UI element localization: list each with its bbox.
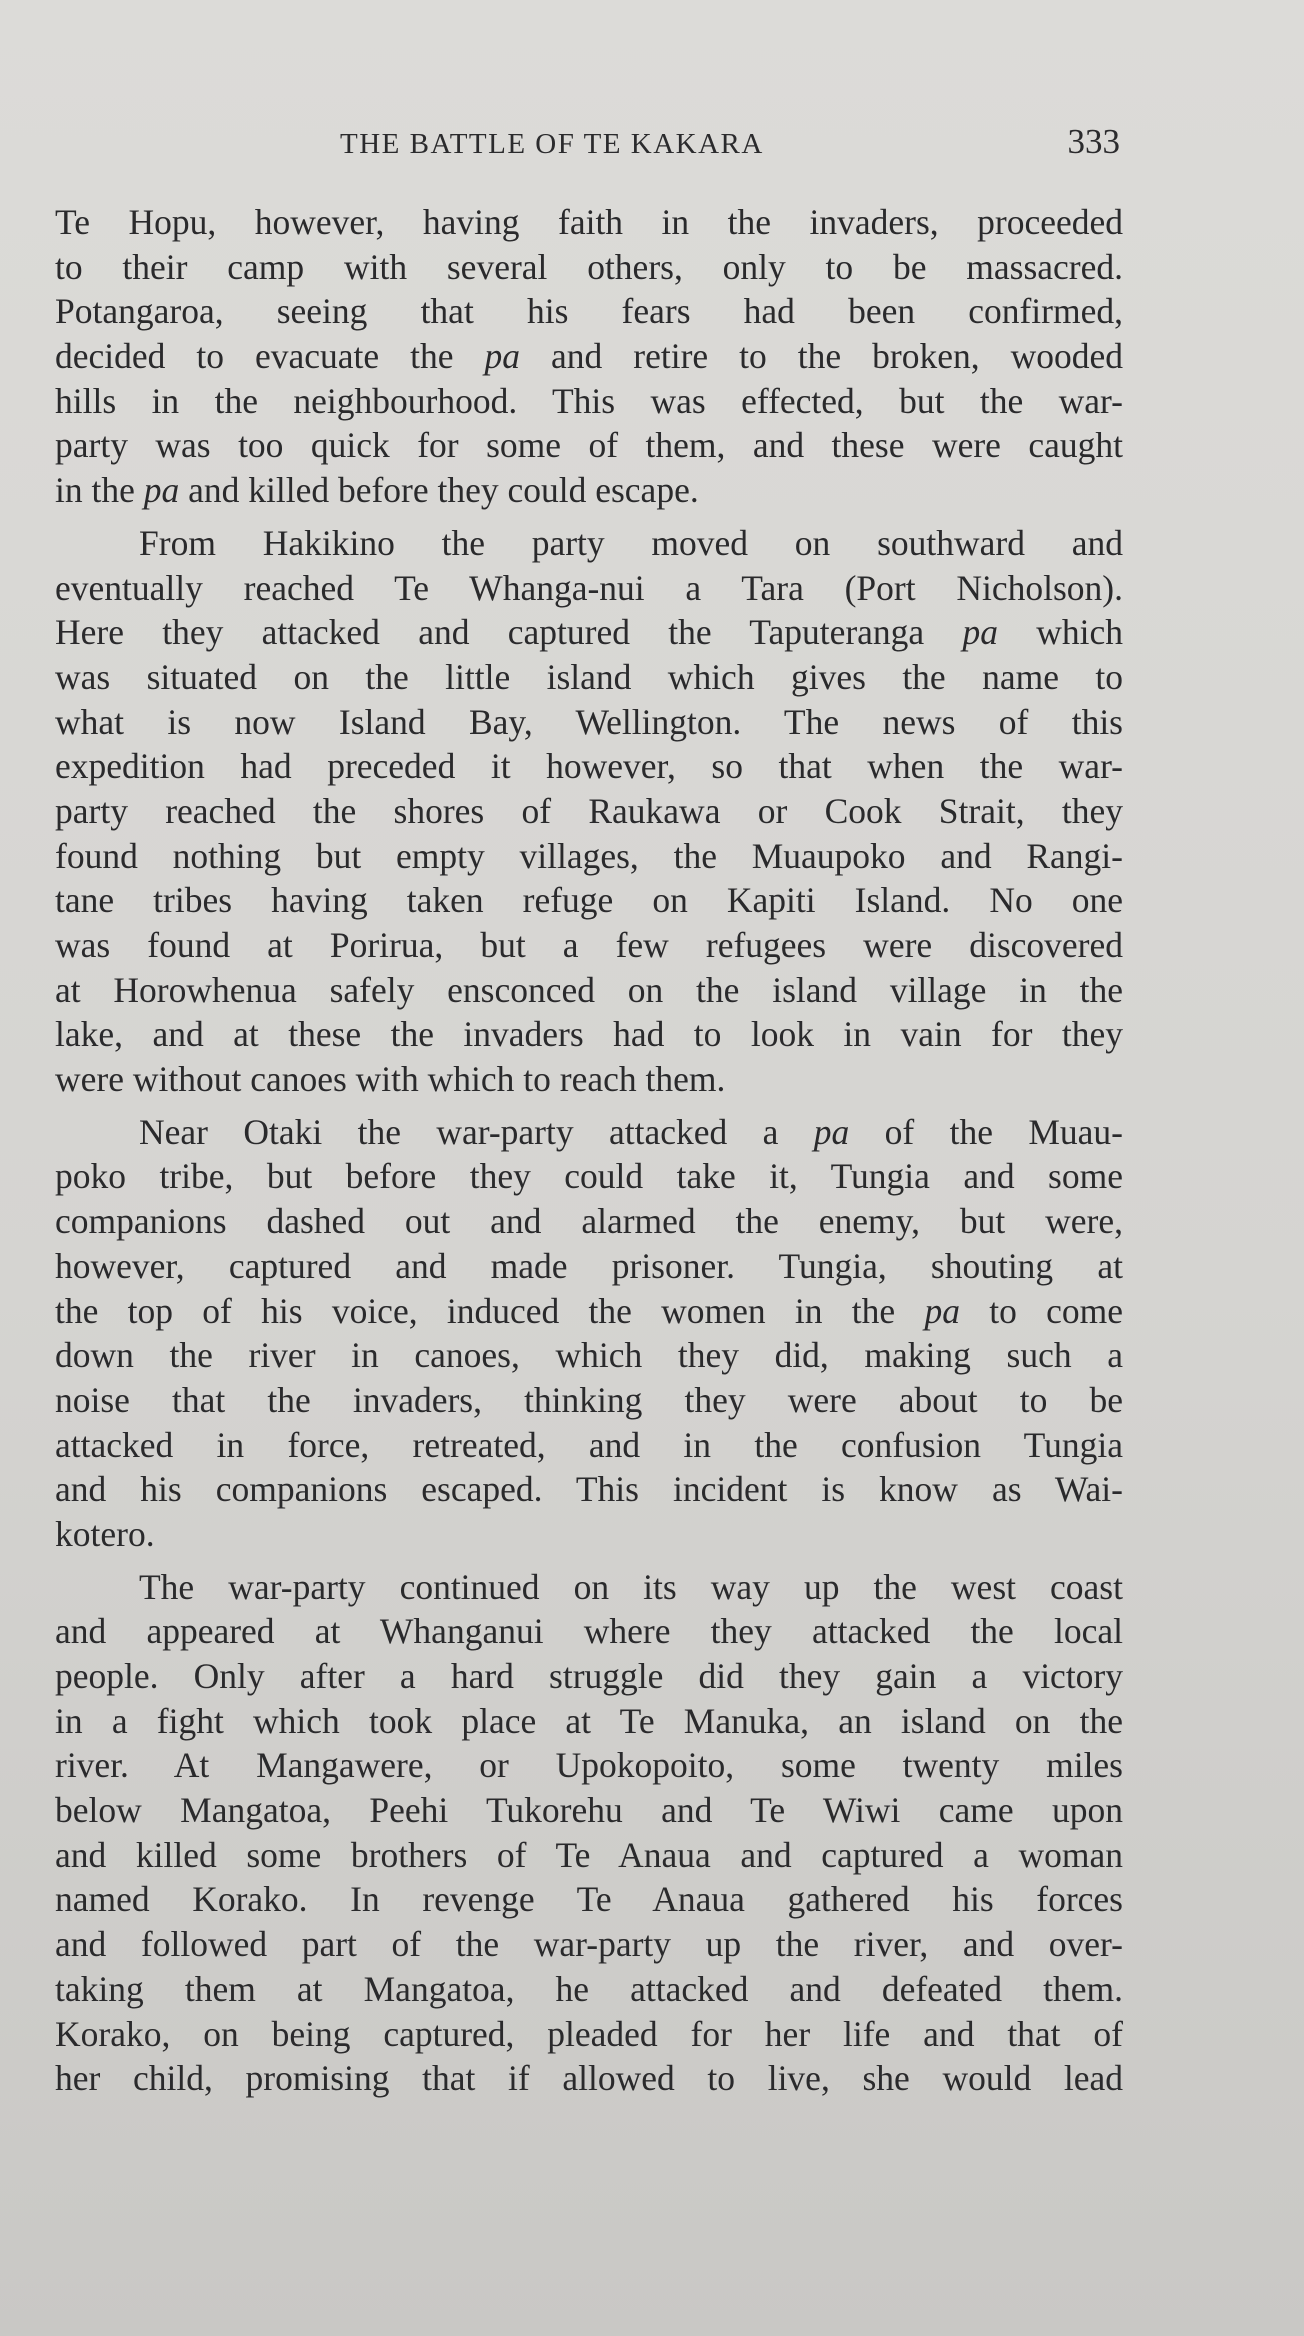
text-line: found nothing but empty villages, the Muaupoko and Rangi- <box>55 835 1123 876</box>
text-line: taking them at Mangatoa, he attacked and defeated them. <box>55 1968 1123 2009</box>
text-line: tane tribes having taken refuge on Kapiti Island. No one <box>55 880 1123 921</box>
italic-word: pa <box>924 1290 960 1331</box>
italic-word: pa <box>813 1111 850 1152</box>
text-line: what is now Island Bay, Wellington. The news of this <box>55 701 1123 742</box>
text-line: at Horowhenua safely ensconced on the island village in the <box>55 969 1123 1010</box>
text-line: party reached the shores of Raukawa or Cook Strait, they <box>55 790 1123 831</box>
text-line: eventually reached Te Whanga-nui a Tara (Port Nicholson). <box>55 567 1123 608</box>
paragraph-3 <box>55 1110 1123 1557</box>
text-line: river. At Mangawere, or Upokopoito, some twenty miles <box>55 1745 1123 1786</box>
text-line: party was too quick for some of them, and these were caught <box>55 425 1123 466</box>
text-line: people. Only after a hard struggle did they gain a victory <box>55 1656 1123 1696</box>
text-line: was found at Porirua, but a few refugees were discovered <box>55 925 1123 965</box>
paragraph-gap <box>55 1557 1123 1565</box>
text-line: down the river in canoes, which they did, making such a <box>55 1335 1123 1376</box>
text-line: companions dashed out and alarmed the enemy, but were, <box>55 1201 1123 1242</box>
paragraph-1 <box>55 200 1123 513</box>
paragraph-gap <box>55 1102 1123 1110</box>
text-line: Potangaroa, seeing that his fears had been confirmed, <box>55 291 1123 332</box>
text-line: named Korako. In revenge Te Anaua gathered his forces <box>55 1879 1123 1920</box>
text-line: The war-party continued on its way up the west coast <box>139 1566 1123 1607</box>
text-line: however, captured and made prisoner. Tungia, shouting at <box>55 1245 1123 1286</box>
italic-word: pa <box>143 470 180 511</box>
text-line: and appeared at Whanganui where they attacked the local <box>55 1611 1123 1652</box>
running-title: THE BATTLE OF TE KAKARA <box>340 128 764 160</box>
text-line: kotero. <box>55 1513 155 1554</box>
text-line: From Hakikino the party moved on southward and <box>139 522 1123 563</box>
text-line: to their camp with several others, only to be massacred. <box>55 246 1123 287</box>
text-line: and his companions escaped. This incident is know as Wai- <box>55 1469 1123 1510</box>
text-line: Near Otaki the war-party attacked a pa of the Muau- <box>139 1111 1123 1152</box>
text-line: and killed some brothers of Te Anaua and captured a woman <box>55 1834 1123 1875</box>
text-line: and followed part of the war-party up the river, and over- <box>55 1924 1123 1965</box>
paragraph-4 <box>55 1565 1123 2101</box>
text-line: poko tribe, but before they could take it, Tungia and some <box>55 1156 1123 1197</box>
text-line: below Mangatoa, Peehi Tukorehu and Te Wiwi came upon <box>55 1790 1123 1831</box>
paragraph-2 <box>55 521 1123 1102</box>
text-line: her child, promising that if allowed to live, she would lead <box>55 2058 1123 2099</box>
text-line: expedition had preceded it however, so that when the war- <box>55 746 1123 787</box>
italic-word: pa <box>962 612 998 653</box>
body-text <box>55 200 1123 2101</box>
text-line: Korako, on being captured, pleaded for her life and that of <box>55 2013 1123 2054</box>
page-number: 333 <box>1067 122 1120 161</box>
text-line: hills in the neighbourhood. This was effected, but the war- <box>55 380 1123 421</box>
text-line: noise that the invaders, thinking they were about to be <box>55 1379 1123 1420</box>
text-line: Here they attacked and captured the Taputeranga pa which <box>55 612 1123 653</box>
paragraph-gap <box>55 513 1123 521</box>
running-head <box>55 122 1120 172</box>
text-line: attacked in force, retreated, and in the confusion Tungia <box>55 1424 1123 1465</box>
text-line: the top of his voice, induced the women in the pa to come <box>55 1290 1123 1331</box>
text-line: Te Hopu, however, having faith in the invaders, proceeded <box>55 202 1123 242</box>
text-line: decided to evacuate the pa and retire to the broken, wooded <box>55 336 1123 377</box>
text-line: was situated on the little island which gives the name to <box>55 656 1123 697</box>
text-line: lake, and at these the invaders had to look in vain for they <box>55 1014 1123 1055</box>
text-line: in a fight which took place at Te Manuka, an island on the <box>55 1700 1123 1741</box>
text-line: in the pa and killed before they could escape. <box>55 470 699 511</box>
italic-word: pa <box>484 336 521 377</box>
text-line: were without canoes with which to reach them. <box>55 1059 726 1100</box>
